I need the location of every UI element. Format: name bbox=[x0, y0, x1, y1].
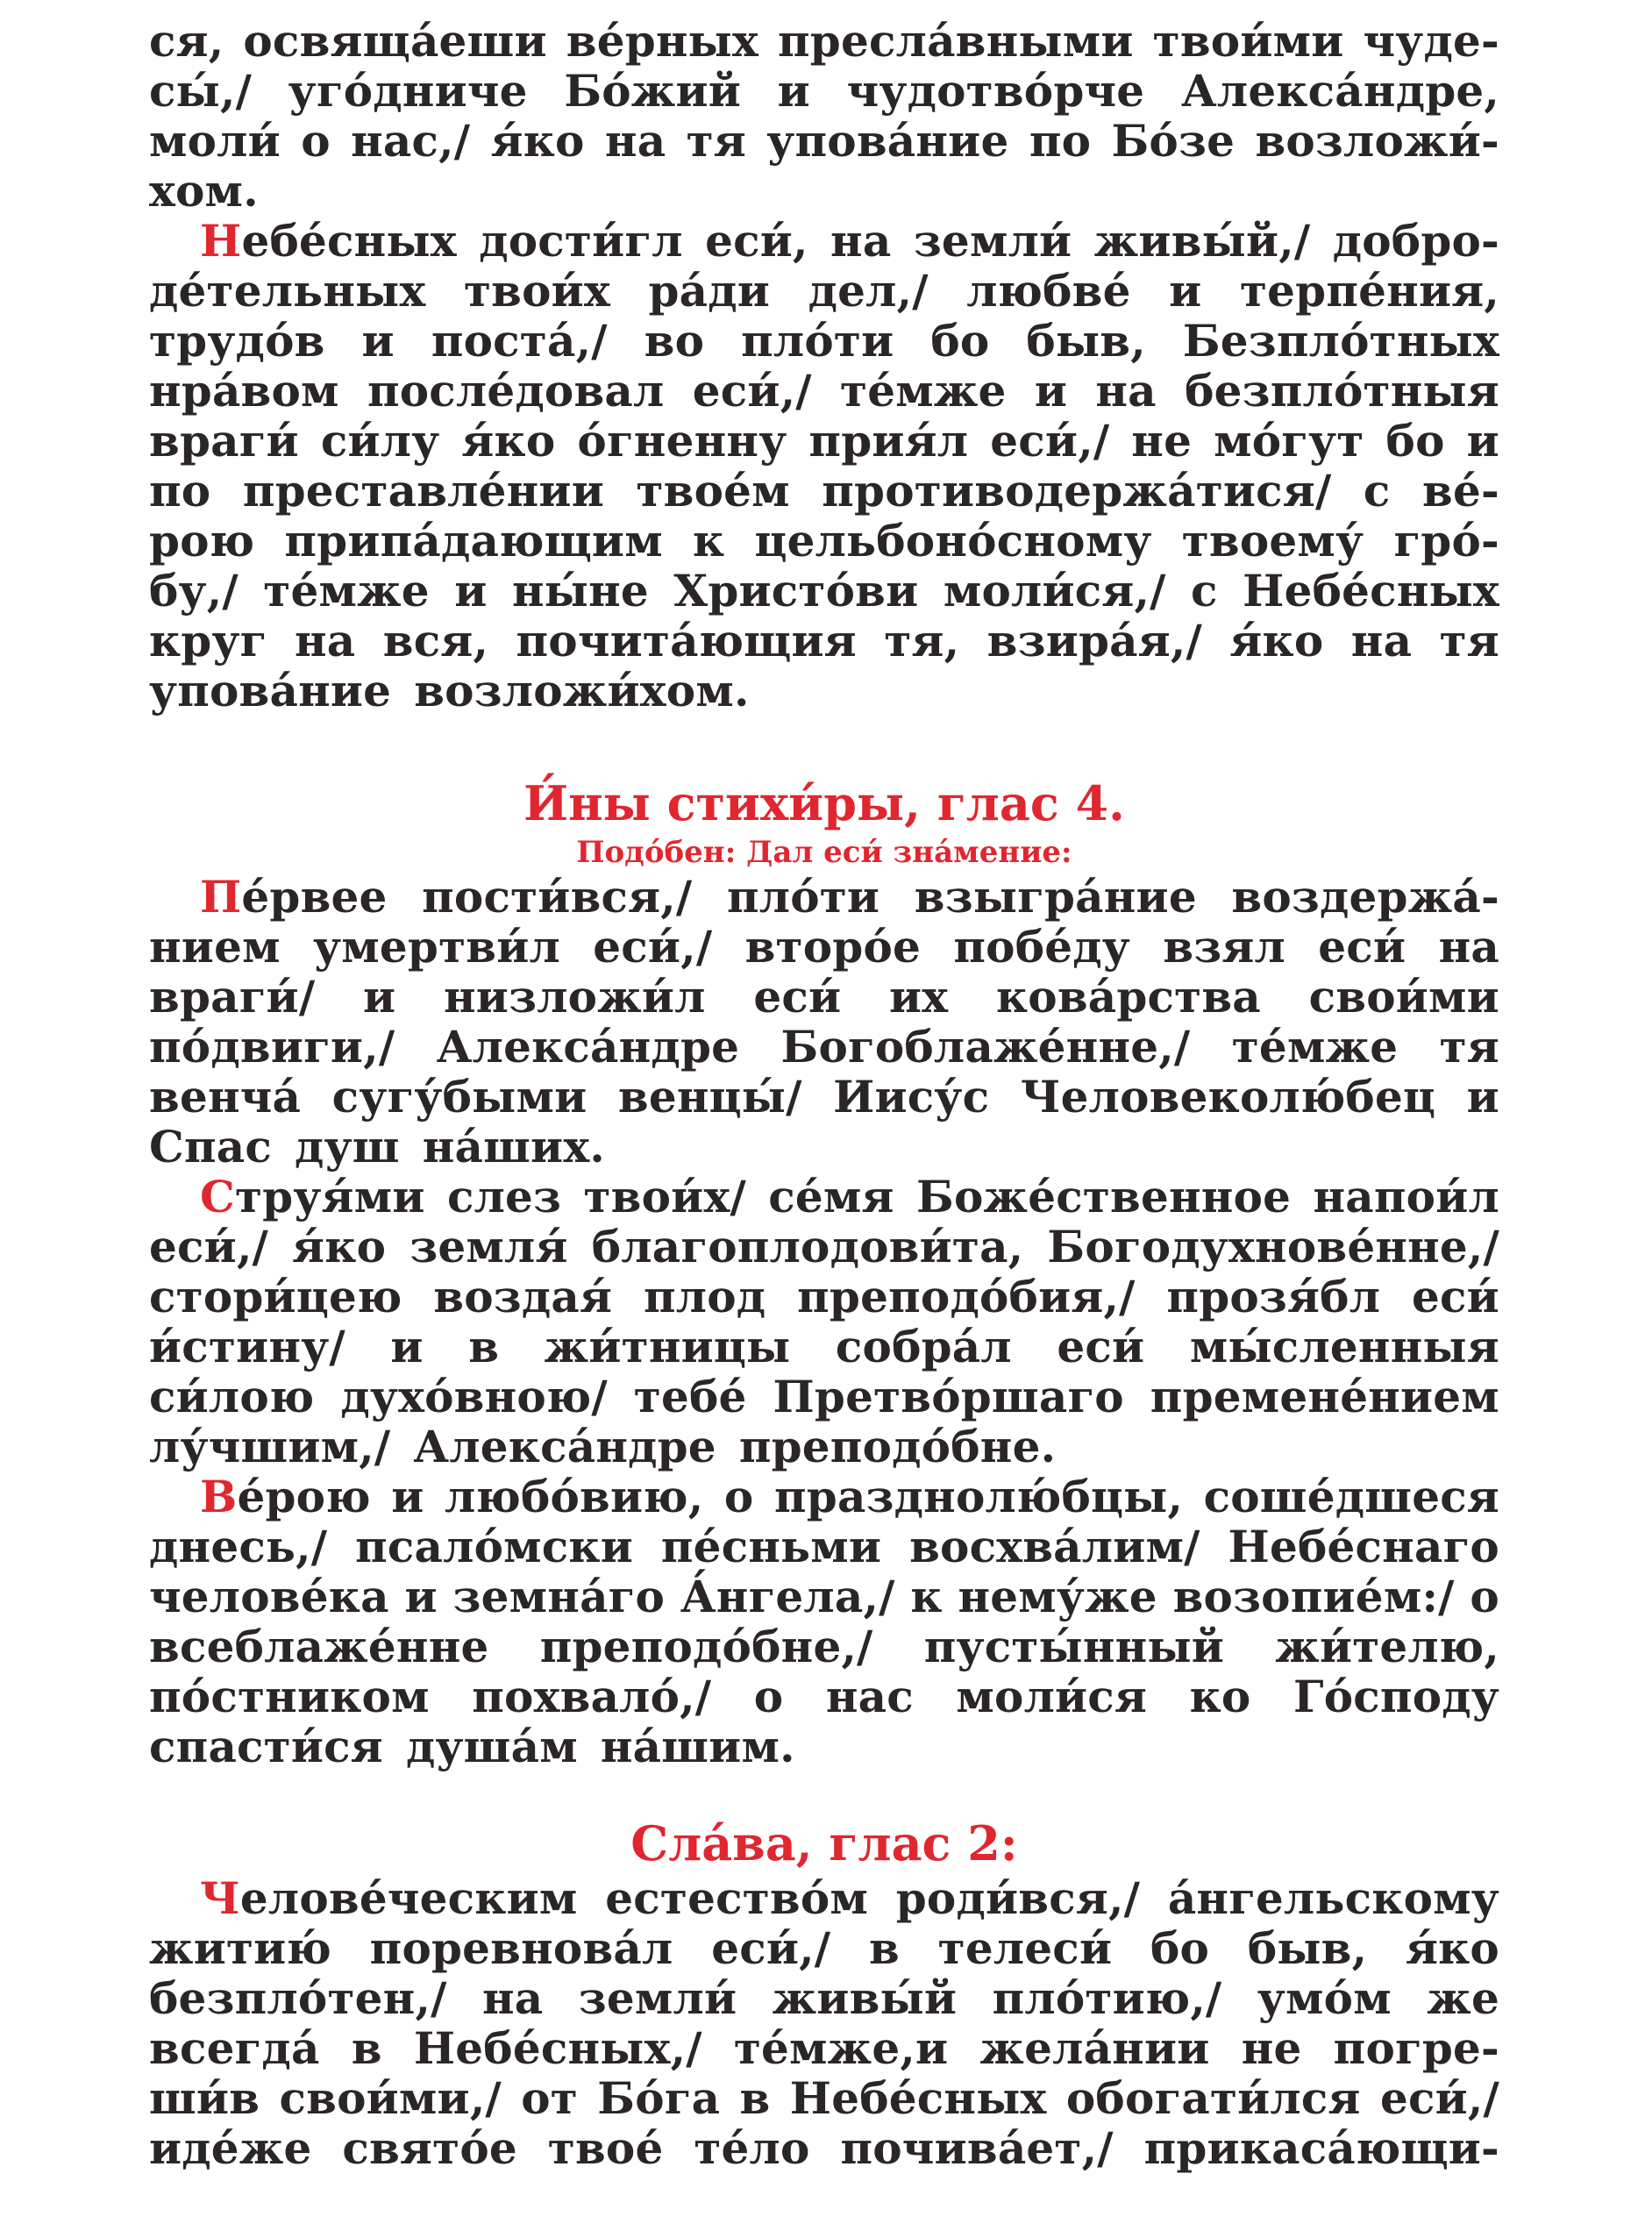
word: житию́ bbox=[149, 1922, 331, 1974]
word: не bbox=[1131, 415, 1193, 467]
word: быв, bbox=[1026, 315, 1146, 367]
word: преподо́бия,/ bbox=[797, 1271, 1136, 1322]
word: те́мже bbox=[840, 365, 1007, 417]
word: свои́ми,/ bbox=[279, 2072, 502, 2124]
word: всеблаже́нне bbox=[149, 1621, 489, 1672]
word: почита́ющия bbox=[516, 615, 857, 666]
word-rest: елове́ческим bbox=[239, 1872, 578, 1924]
word: нра́вом bbox=[149, 365, 339, 417]
word: живы́й bbox=[772, 1972, 958, 2024]
word: лу́чшим,/ bbox=[149, 1421, 391, 1472]
word: прия́л bbox=[808, 415, 969, 467]
word: и bbox=[390, 1321, 424, 1372]
word: те́мже bbox=[1231, 1021, 1399, 1073]
word: любо́вию, bbox=[445, 1471, 704, 1522]
word: пло́ти bbox=[726, 871, 880, 923]
word: нас,/ bbox=[351, 115, 471, 167]
word: по́двиги,/ bbox=[149, 1021, 395, 1073]
word: Алекса́ндре, bbox=[1180, 65, 1499, 117]
word: безпло́тен,/ bbox=[149, 1972, 447, 2024]
word: цельбоно́сному bbox=[754, 515, 1152, 567]
word: трудо́в bbox=[149, 315, 325, 367]
text-line bbox=[149, 1572, 1499, 1621]
word: воздержа́- bbox=[1231, 871, 1499, 923]
word: в bbox=[868, 1922, 900, 1974]
word: празднолю́бцы, bbox=[773, 1471, 1184, 1522]
word: и bbox=[777, 65, 810, 117]
word: еси́,/ bbox=[711, 1922, 831, 1974]
text-line bbox=[149, 1172, 1499, 1222]
word-rest: труя́ми bbox=[235, 1171, 425, 1222]
word: мы́сленныя bbox=[1189, 1321, 1499, 1372]
word: премене́нием bbox=[1150, 1371, 1499, 1422]
word: пло́тию,/ bbox=[992, 1972, 1222, 2024]
word: на bbox=[294, 615, 356, 666]
word: свято́е bbox=[342, 2122, 517, 2174]
word: Небе́сных bbox=[789, 2072, 1047, 2124]
word: и bbox=[454, 565, 488, 617]
text-line bbox=[149, 972, 1499, 1022]
word: после́довал bbox=[367, 365, 665, 417]
word: гро́- bbox=[1393, 515, 1499, 567]
word: твои́х bbox=[463, 265, 610, 317]
word: твое́ bbox=[547, 2122, 664, 2174]
word bbox=[200, 216, 457, 266]
word: псало́мски bbox=[355, 1521, 633, 1572]
word: добро- bbox=[1332, 215, 1499, 267]
word: и bbox=[1466, 415, 1499, 467]
text-line bbox=[149, 2023, 1499, 2073]
text-line bbox=[149, 216, 1499, 266]
word: ко bbox=[1189, 1671, 1251, 1722]
word: де́тельных bbox=[149, 265, 426, 317]
text-line bbox=[149, 1621, 1499, 1671]
word: твоему́ bbox=[1181, 515, 1364, 567]
word: припа́дающим bbox=[284, 515, 663, 567]
section-heading: Сла́ва, глас 2: bbox=[630, 1815, 1018, 1871]
word: с bbox=[1363, 465, 1391, 517]
text-line bbox=[149, 1322, 1499, 1372]
word: и bbox=[1466, 1071, 1499, 1123]
text-line bbox=[149, 1973, 1499, 2023]
text-line bbox=[149, 1671, 1499, 1721]
word: взыгра́ние bbox=[914, 871, 1197, 923]
text-line bbox=[149, 566, 1499, 616]
word: на bbox=[1438, 921, 1499, 973]
text-line bbox=[149, 872, 1499, 922]
word: в bbox=[468, 1321, 500, 1372]
word bbox=[200, 1172, 425, 1222]
initial-letter: П bbox=[200, 871, 242, 923]
word: о bbox=[301, 115, 331, 167]
word: пресла́вными bbox=[778, 15, 1134, 67]
word: и bbox=[1034, 365, 1068, 417]
word: взира́я,/ bbox=[986, 615, 1202, 666]
text-line bbox=[149, 166, 1499, 216]
word: жи́тницы bbox=[544, 1321, 791, 1372]
paragraph bbox=[149, 1873, 1499, 2173]
word: враги́/ bbox=[149, 971, 316, 1023]
word: душа́м bbox=[405, 1721, 578, 1772]
word: Богоблаже́нне,/ bbox=[780, 1021, 1191, 1073]
word: бо bbox=[1385, 415, 1445, 467]
word: упова́ние bbox=[149, 665, 392, 716]
word: а́нгельскому bbox=[1167, 1872, 1499, 1924]
initial-letter: Н bbox=[200, 215, 242, 267]
word: еси́,/ bbox=[1379, 2072, 1499, 2124]
word: твое́м bbox=[636, 465, 790, 517]
word: о bbox=[723, 1471, 754, 1522]
word: Бо́зе bbox=[1111, 115, 1235, 167]
word: Боже́ственное bbox=[916, 1171, 1292, 1222]
text-line bbox=[149, 1873, 1499, 1923]
word: челове́ка bbox=[149, 1571, 389, 1622]
word: се́мя bbox=[768, 1171, 894, 1222]
word: любве́ bbox=[966, 265, 1131, 317]
word: восхва́лим/ bbox=[909, 1521, 1200, 1572]
word: противодержа́тися/ bbox=[822, 465, 1332, 517]
word: Христо́ви bbox=[673, 565, 919, 617]
word: жи́телю, bbox=[1275, 1621, 1499, 1672]
word-rest: е́рвее bbox=[241, 871, 388, 923]
text-line bbox=[149, 416, 1499, 466]
word: взял bbox=[1163, 921, 1285, 973]
word-rest: е́рою bbox=[237, 1471, 371, 1522]
word: тебе́ bbox=[633, 1371, 747, 1422]
word: Небе́сных bbox=[1243, 565, 1499, 617]
word: еси́,/ bbox=[990, 415, 1110, 467]
paragraph bbox=[149, 1472, 1499, 1771]
word: терпе́ния, bbox=[1239, 265, 1499, 317]
word: естество́м bbox=[605, 1872, 869, 1924]
word: венча́ bbox=[149, 1071, 302, 1123]
word: бо bbox=[930, 315, 990, 367]
word: о bbox=[1470, 1571, 1499, 1622]
word: с bbox=[1191, 565, 1218, 617]
word: их bbox=[888, 971, 949, 1023]
word: еси́ bbox=[1412, 1271, 1499, 1322]
text-line bbox=[149, 1072, 1499, 1122]
text-line bbox=[149, 1422, 1499, 1472]
word: прикаса́ющи- bbox=[1143, 2122, 1499, 2174]
word: еси́, bbox=[705, 215, 808, 267]
word: слез bbox=[446, 1171, 562, 1222]
word: прозя́бл bbox=[1166, 1271, 1381, 1322]
word: плод bbox=[643, 1271, 766, 1322]
word: днесь,/ bbox=[149, 1521, 328, 1572]
word-rest: ебе́сных bbox=[241, 215, 457, 267]
word: на́ших. bbox=[422, 1121, 605, 1172]
text-line bbox=[149, 1272, 1499, 1322]
word: пло́ти bbox=[741, 315, 894, 367]
word: роди́вся,/ bbox=[895, 1872, 1141, 1924]
word: жела́нии bbox=[979, 2022, 1210, 2074]
text-line bbox=[149, 16, 1499, 66]
text-line bbox=[149, 616, 1499, 666]
word: Иису́с bbox=[833, 1071, 990, 1123]
word: освяща́еши bbox=[243, 15, 547, 67]
word: Спас bbox=[149, 1121, 273, 1172]
word: еси́,/ bbox=[593, 921, 713, 973]
word: ве́- bbox=[1422, 465, 1499, 517]
word: в bbox=[351, 2022, 382, 2074]
word: я́ко bbox=[461, 415, 556, 467]
word: преставле́нии bbox=[242, 465, 604, 517]
word: рою bbox=[149, 515, 255, 567]
word: земли́ bbox=[578, 1972, 737, 2024]
word: еси́ bbox=[1057, 1321, 1145, 1372]
word: умертви́л bbox=[313, 921, 560, 973]
text-line bbox=[149, 2073, 1499, 2123]
word: обогати́лся bbox=[1065, 2072, 1361, 2124]
word: си́лу bbox=[320, 415, 440, 467]
word: круг bbox=[149, 615, 267, 666]
word bbox=[200, 1873, 578, 1923]
word: си́лою bbox=[149, 1371, 315, 1422]
text-line bbox=[149, 922, 1499, 972]
paragraph bbox=[149, 872, 1499, 1172]
word bbox=[200, 1472, 371, 1522]
word: к bbox=[910, 1571, 943, 1622]
word: второ́е bbox=[744, 921, 922, 973]
text-line bbox=[149, 1522, 1499, 1572]
word: на bbox=[481, 1972, 544, 2024]
word: на bbox=[604, 115, 666, 167]
word: безпло́тныя bbox=[1185, 365, 1499, 417]
word: Бо́жий bbox=[564, 65, 742, 117]
word: твои́х/ bbox=[583, 1171, 746, 1222]
text-line bbox=[149, 466, 1499, 516]
word: тя bbox=[1439, 1021, 1499, 1073]
word: воздая́ bbox=[433, 1271, 613, 1322]
word: те́ло bbox=[694, 2122, 810, 2174]
word: преподо́бне. bbox=[738, 1421, 1057, 1472]
word: в bbox=[739, 2072, 771, 2124]
word: Алекса́ндре bbox=[436, 1021, 740, 1073]
word: ны́не bbox=[511, 565, 649, 617]
word: о bbox=[753, 1671, 784, 1722]
word: душ bbox=[295, 1121, 400, 1172]
word: умо́м bbox=[1257, 1972, 1392, 2024]
word: те́мже bbox=[263, 565, 430, 617]
word: Человеколю́бец bbox=[1020, 1071, 1436, 1123]
word: те́мже,и bbox=[733, 2022, 949, 2074]
block-spacer bbox=[149, 1771, 1499, 1817]
word: Небе́сных,/ bbox=[413, 2022, 702, 2074]
word: дел,/ bbox=[808, 265, 929, 317]
word: тя bbox=[686, 115, 746, 167]
word: свои́ми bbox=[1308, 971, 1499, 1023]
word: же bbox=[1427, 1972, 1499, 2024]
liturgical-text-page bbox=[149, 16, 1499, 2173]
word: собра́л bbox=[835, 1321, 1012, 1372]
word: к bbox=[693, 515, 725, 567]
word: Алекса́ндре bbox=[413, 1421, 716, 1472]
word: сы́,/ bbox=[149, 65, 253, 117]
word: не bbox=[1241, 2022, 1302, 2074]
word: кова́рства bbox=[995, 971, 1261, 1023]
word: пусты́нный bbox=[923, 1621, 1225, 1672]
text-line bbox=[149, 516, 1499, 566]
word: побе́ду bbox=[953, 921, 1130, 973]
word: на́шим. bbox=[600, 1721, 795, 1772]
word: соше́дшеся bbox=[1203, 1471, 1499, 1522]
text-line bbox=[149, 1923, 1499, 1973]
word: иде́же bbox=[149, 2122, 312, 2174]
word: Претво́ршаго bbox=[773, 1371, 1124, 1422]
word: я́ко bbox=[1405, 1922, 1499, 1974]
word bbox=[200, 872, 388, 922]
text-line bbox=[149, 1372, 1499, 1422]
text-line bbox=[149, 1022, 1499, 1072]
text-line bbox=[149, 1122, 1499, 1172]
word: поревнова́л bbox=[369, 1922, 673, 1974]
word: еси́,/ bbox=[692, 365, 812, 417]
word: и bbox=[404, 1571, 438, 1622]
word: преподо́бне,/ bbox=[539, 1621, 873, 1672]
text-line bbox=[149, 1721, 1499, 1771]
text-line bbox=[149, 1472, 1499, 1522]
word: поста́,/ bbox=[431, 315, 608, 367]
word: и bbox=[1169, 265, 1202, 317]
word: нас bbox=[825, 1671, 914, 1722]
word: чуде- bbox=[1363, 15, 1499, 67]
text-line bbox=[149, 116, 1499, 166]
word: и bbox=[363, 971, 396, 1023]
text-line bbox=[149, 2123, 1499, 2173]
word: спасти́ся bbox=[149, 1721, 383, 1772]
word: по bbox=[149, 465, 211, 517]
word: тя, bbox=[884, 615, 960, 666]
word: упова́ние bbox=[766, 115, 1009, 167]
word: бу,/ bbox=[149, 565, 239, 617]
word: ве́рных bbox=[566, 15, 759, 67]
word: на bbox=[1095, 365, 1157, 417]
word: живы́й,/ bbox=[1093, 215, 1311, 267]
word: погре- bbox=[1333, 2022, 1499, 2074]
word: еси́ bbox=[1318, 921, 1406, 973]
word: по́стником bbox=[149, 1671, 430, 1722]
word: нием bbox=[149, 921, 281, 973]
word: напои́л bbox=[1313, 1171, 1499, 1222]
text-line bbox=[149, 666, 1499, 716]
word: Бо́га bbox=[597, 2072, 721, 2124]
word: я́ко bbox=[490, 115, 585, 167]
word: благоплодови́та, bbox=[591, 1221, 1024, 1272]
word: ся, bbox=[149, 15, 224, 67]
word: на bbox=[1350, 615, 1413, 666]
word: дости́гл bbox=[479, 215, 683, 267]
word: я́ко bbox=[1229, 615, 1324, 666]
text-line bbox=[149, 1222, 1499, 1272]
word: Го́споду bbox=[1293, 1671, 1499, 1722]
word: от bbox=[521, 2072, 578, 2124]
word: сугу́быми bbox=[331, 1071, 587, 1123]
word: хом. bbox=[149, 165, 259, 217]
word: венцы́/ bbox=[617, 1071, 802, 1123]
word: по bbox=[1029, 115, 1092, 167]
initial-letter: Ч bbox=[200, 1872, 240, 1924]
word: низложи́л bbox=[444, 971, 706, 1023]
word: почива́ет,/ bbox=[840, 2122, 1114, 2174]
word: моли́ся bbox=[956, 1671, 1148, 1722]
section-subheading: Подо́бен: Дал еси́ зна́мение: bbox=[576, 835, 1072, 870]
word: возложи́хом. bbox=[414, 665, 750, 716]
block-spacer bbox=[149, 716, 1499, 777]
word: пости́вся,/ bbox=[422, 871, 693, 923]
word: твои́ми bbox=[1152, 15, 1344, 67]
word: уго́дниче bbox=[288, 65, 528, 117]
word: похвало́,/ bbox=[472, 1671, 712, 1722]
word: Небе́снаго bbox=[1228, 1521, 1499, 1572]
word: еси́,/ bbox=[149, 1221, 269, 1272]
word: стори́цею bbox=[149, 1271, 402, 1322]
word: всегда́ bbox=[149, 2022, 320, 2074]
text-line bbox=[149, 366, 1499, 416]
word: духо́вною/ bbox=[340, 1371, 608, 1422]
word: тя bbox=[1439, 615, 1499, 666]
text-line bbox=[149, 266, 1499, 316]
word: возопие́м:/ bbox=[1172, 1571, 1455, 1622]
word: мо́гут bbox=[1214, 415, 1364, 467]
word: возложи́- bbox=[1255, 115, 1499, 167]
word: быв, bbox=[1247, 1922, 1368, 1974]
text-line bbox=[149, 66, 1499, 116]
word: вся, bbox=[382, 615, 489, 666]
word: враги́ bbox=[149, 415, 299, 467]
text-line bbox=[149, 316, 1499, 366]
word: земли́ bbox=[913, 215, 1072, 267]
paragraph bbox=[149, 16, 1499, 216]
word: бо bbox=[1150, 1922, 1210, 1974]
word: чудотво́рче bbox=[846, 65, 1145, 117]
word: пе́сньми bbox=[660, 1521, 882, 1572]
word: я́ко bbox=[292, 1221, 387, 1272]
word: Безпло́тных bbox=[1182, 315, 1499, 367]
word: еси́ bbox=[753, 971, 842, 1023]
word: моли́ bbox=[149, 115, 281, 167]
word: о́гненну bbox=[577, 415, 787, 467]
word: и́стину/ bbox=[149, 1321, 345, 1372]
word: и bbox=[361, 315, 395, 367]
paragraph bbox=[149, 216, 1499, 716]
word: и bbox=[391, 1471, 424, 1522]
word: ши́в bbox=[149, 2072, 260, 2124]
word: телеси́ bbox=[937, 1922, 1113, 1974]
word: земна́го bbox=[452, 1571, 666, 1622]
word: во bbox=[644, 315, 705, 367]
initial-letter: С bbox=[200, 1171, 235, 1222]
word: нему́же bbox=[958, 1571, 1157, 1622]
section-heading: И́ны стихи́ры, глас 4. bbox=[523, 775, 1125, 831]
word: моли́ся,/ bbox=[943, 565, 1166, 617]
word: А́нгела,/ bbox=[680, 1571, 895, 1622]
word: Богодухнове́нне,/ bbox=[1047, 1221, 1499, 1272]
word: на bbox=[830, 215, 892, 267]
initial-letter: В bbox=[200, 1471, 238, 1522]
word: ра́ди bbox=[648, 265, 771, 317]
paragraph bbox=[149, 1172, 1499, 1472]
word: земля́ bbox=[409, 1221, 568, 1272]
